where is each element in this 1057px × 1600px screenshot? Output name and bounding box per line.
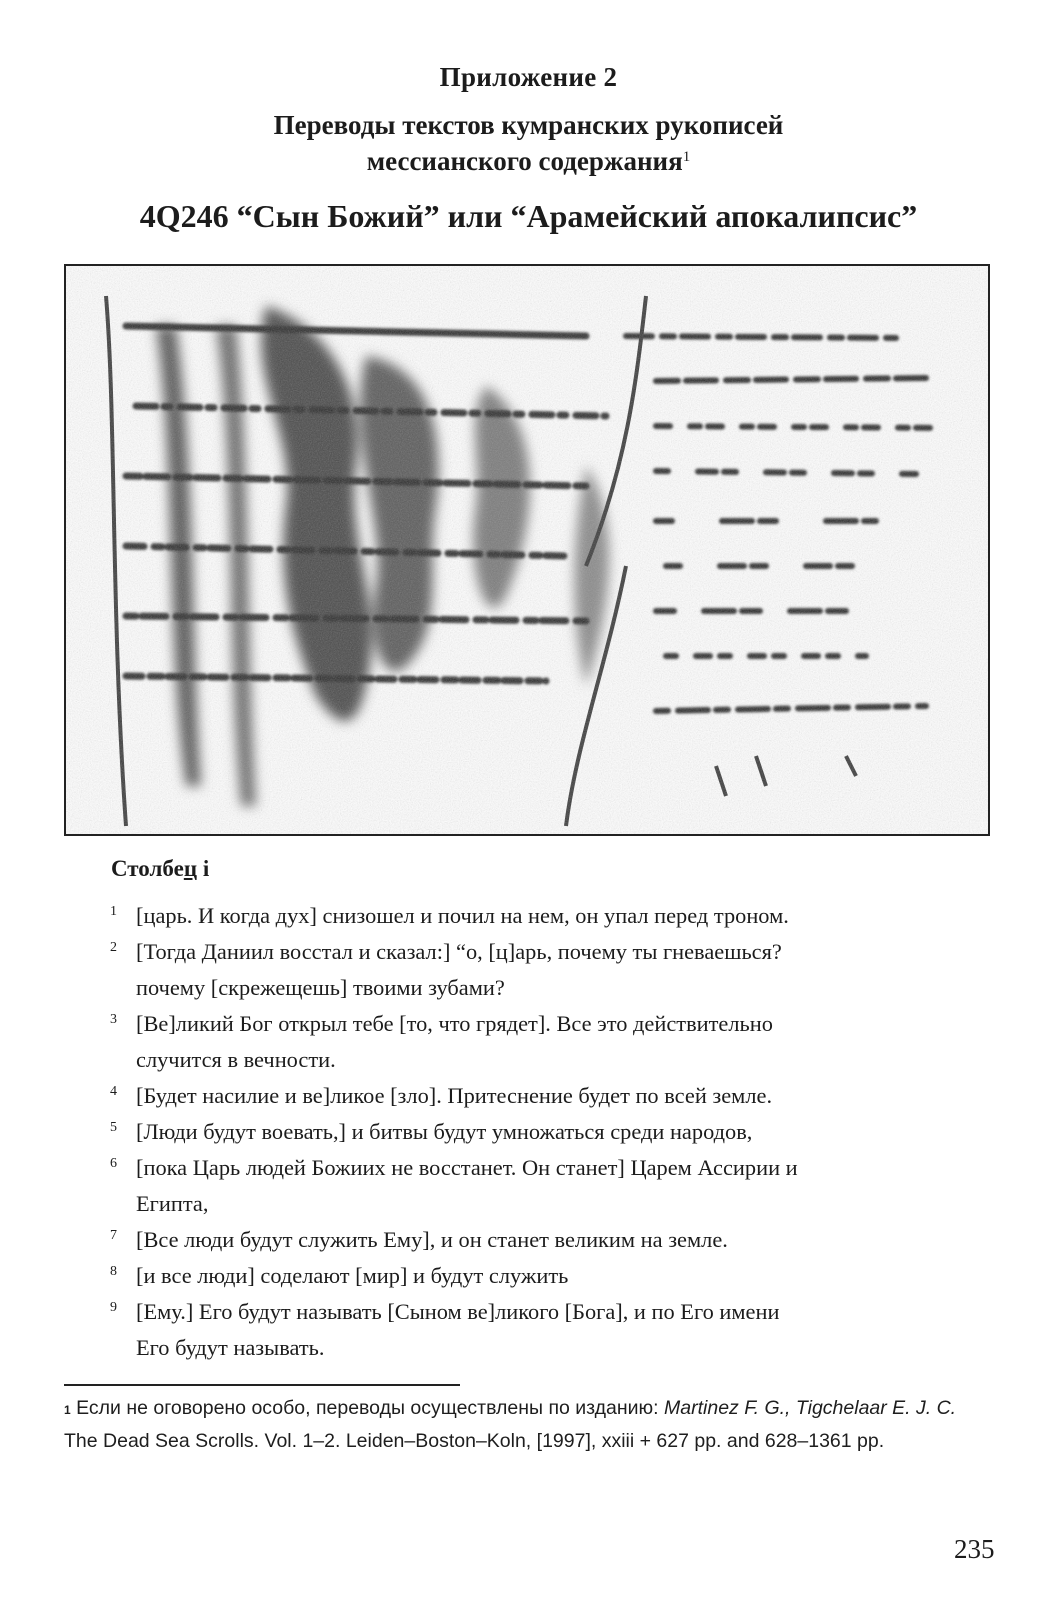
verse-line: [Будет насилие и ве]ликое [зло]. Притеснение будет по всей земле. bbox=[136, 1083, 773, 1108]
verse-number: 8 bbox=[110, 1264, 117, 1279]
verse-6 bbox=[108, 1150, 988, 1222]
verse-line: [Люди будут воевать,] и битвы будут умножаться среди народов, bbox=[136, 1119, 753, 1144]
footnote-mark: 1 bbox=[64, 1403, 71, 1417]
verse-line: [пока Царь людей Божиих не восстанет. Он станет] Царем Ассирии и bbox=[136, 1155, 798, 1180]
column-heading-end: i bbox=[197, 856, 210, 881]
verse-line: [Тогда Даниил восстал и сказал:] “о, [ц]арь, почему ты гневаешься? bbox=[136, 939, 782, 964]
verse-2 bbox=[108, 934, 988, 1006]
verse-line: почему [скрежещешь] твоими зубами? bbox=[136, 975, 505, 1000]
verse-number: 1 bbox=[110, 904, 117, 919]
verse-line: [Ему.] Его будут называть [Сыном ве]ликого [Бога], и по Его имени bbox=[136, 1299, 780, 1324]
manuscript-title: 4Q246 “Сын Божий” или “Арамейский апокалипсис” bbox=[139, 198, 918, 234]
page-number: 235 bbox=[954, 1534, 995, 1564]
footnote-text-b: The Dead Sea Scrolls. Vol. 1–2. Leiden–Boston–Koln, [1997], xxiii + 627 pp. and 628–1361 pp. bbox=[64, 1430, 885, 1452]
appendix-label: Приложение 2 bbox=[439, 62, 618, 92]
verse-list bbox=[108, 898, 988, 1366]
verse-9 bbox=[108, 1294, 988, 1366]
verse-line: Египта, bbox=[136, 1191, 209, 1216]
title-line-2-text: мессианского содержания bbox=[366, 146, 683, 176]
verse-line: [Ве]ликий Бог открыл тебе [то, что грядет]. Все это действительно bbox=[136, 1011, 773, 1036]
column-heading-letter: ц bbox=[183, 856, 198, 881]
verse-line: [и все люди] соделают [мир] и будут служить bbox=[136, 1263, 569, 1288]
verse-number: 9 bbox=[110, 1300, 117, 1315]
verse-line: Его будут называть. bbox=[136, 1335, 325, 1360]
verse-number: 5 bbox=[110, 1120, 117, 1135]
manuscript-photo bbox=[64, 264, 990, 836]
title-footnote-mark: 1 bbox=[682, 149, 691, 165]
verse-line: [Все люди будут служить Ему], и он станет великим на земле. bbox=[136, 1227, 728, 1252]
footnote-divider bbox=[64, 1384, 460, 1386]
title-line-1: Переводы текстов кумранских рукописей bbox=[273, 110, 784, 140]
footnote-text-a: Если не оговорено особо, переводы осуществлены по изданию: bbox=[70, 1397, 665, 1419]
verse-number: 4 bbox=[110, 1084, 117, 1099]
verse-7 bbox=[108, 1222, 988, 1258]
footnote-authors: Martinez F. G., Tigchelaar E. J. C. bbox=[664, 1397, 957, 1419]
verse-line: случится в вечности. bbox=[136, 1047, 336, 1072]
verse-number: 6 bbox=[110, 1156, 117, 1171]
title-line-2 bbox=[0, 143, 1057, 179]
verse-line: [царь. И когда дух] снизошел и почил на нем, он упал перед троном. bbox=[136, 903, 789, 928]
footnote bbox=[64, 1392, 994, 1458]
verse-8 bbox=[108, 1258, 988, 1294]
verse-1 bbox=[108, 898, 988, 934]
scroll-grain bbox=[66, 266, 988, 834]
scroll-image bbox=[66, 266, 988, 834]
column-heading bbox=[111, 856, 209, 882]
verse-number: 7 bbox=[110, 1228, 117, 1243]
verse-number: 3 bbox=[110, 1012, 117, 1027]
verse-number: 2 bbox=[110, 940, 117, 955]
page-title bbox=[0, 107, 1057, 179]
verse-4 bbox=[108, 1078, 988, 1114]
column-heading-start: Столбе bbox=[111, 856, 184, 881]
verse-3 bbox=[108, 1006, 988, 1078]
verse-5 bbox=[108, 1114, 988, 1150]
